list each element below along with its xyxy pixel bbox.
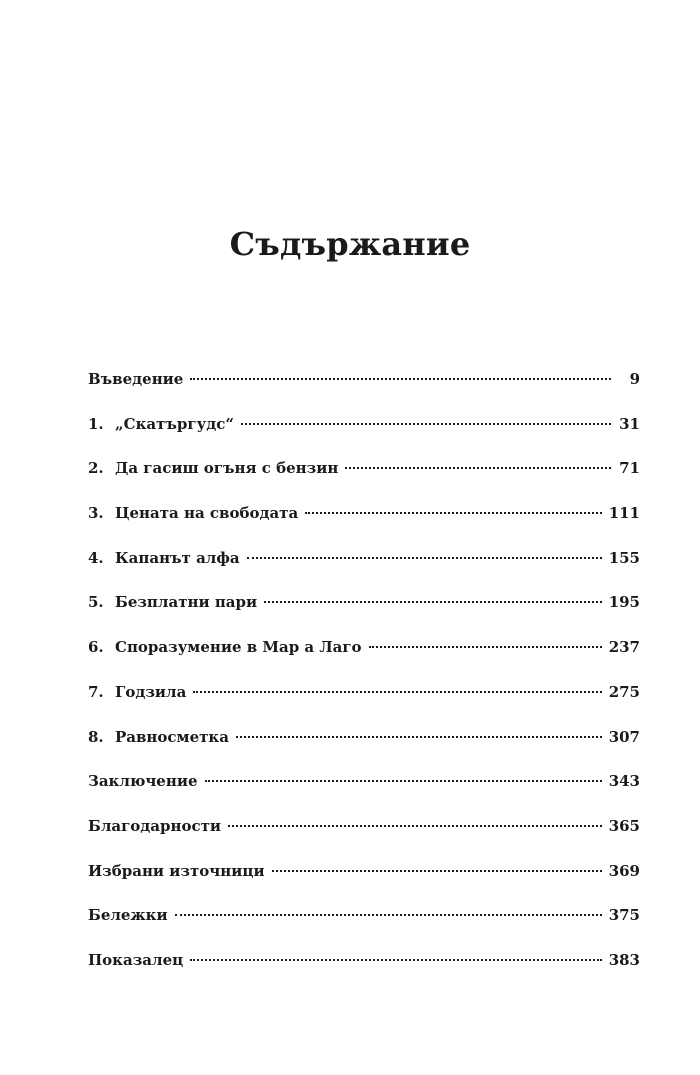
toc-entry-label: Бележки: [88, 906, 168, 925]
toc-entry-page-number: 9: [629, 370, 640, 388]
dot-leader: [236, 736, 602, 738]
dot-leader: [175, 914, 602, 916]
toc-entry: [88, 679, 640, 724]
toc-entry-page-number: 383: [608, 950, 640, 969]
toc-entry-page-number: 343: [608, 772, 640, 791]
toc-entry-label: Да гасиш огъня с бензин: [115, 459, 339, 478]
dot-leader: [190, 959, 601, 961]
dot-leader: [369, 646, 602, 648]
toc-entry-page-number: 275: [608, 682, 640, 701]
toc-entry-page-number: 375: [608, 906, 640, 925]
toc-entry-number: 7.: [88, 682, 104, 701]
toc-entry-label: Споразумение в Мар а Лаго: [115, 638, 362, 657]
table-of-contents: [88, 366, 640, 992]
page-title: Съдържание: [229, 225, 471, 263]
toc-entry-label: Заключение: [88, 772, 198, 791]
toc-entry-number: 2.: [88, 459, 104, 478]
toc-entry-number: 5.: [88, 593, 104, 612]
toc-entry-number: 6.: [88, 638, 104, 657]
dot-leader: [305, 512, 601, 514]
toc-entry-page-number: 111: [608, 504, 640, 523]
dot-leader: [193, 691, 601, 693]
toc-entry: [88, 858, 640, 903]
toc-entry-label: Въведение: [88, 370, 184, 388]
toc-entry: [88, 366, 640, 411]
dot-leader: [190, 378, 611, 380]
toc-entry-label: „Скатъргудс“: [115, 414, 234, 433]
toc-entry-page-number: 307: [608, 727, 640, 746]
dot-leader: [205, 780, 602, 782]
toc-entry: [88, 500, 640, 545]
toc-entry-number: 8.: [88, 727, 104, 746]
dot-leader: [228, 825, 602, 827]
toc-entry: [88, 902, 640, 947]
toc-entry-page-number: 71: [619, 459, 640, 478]
toc-entry-label: Равносметка: [115, 727, 229, 746]
toc-entry-page-number: 31: [619, 414, 640, 433]
dot-leader: [345, 467, 611, 469]
toc-entry-number: 3.: [88, 504, 104, 523]
dot-leader: [264, 601, 602, 603]
toc-entry: [88, 813, 640, 858]
toc-entry-page-number: 237: [608, 638, 640, 657]
toc-entry: [88, 589, 640, 634]
toc-entry-label: Капанът алфа: [115, 548, 240, 567]
toc-entry-page-number: 369: [608, 861, 640, 880]
toc-entry-number: 1.: [88, 414, 104, 433]
toc-entry: [88, 411, 640, 456]
toc-entry: [88, 768, 640, 813]
toc-entry-number: 4.: [88, 548, 104, 567]
toc-entry: [88, 724, 640, 769]
toc-entry-page-number: 365: [608, 816, 640, 835]
toc-entry-label: Избрани източници: [88, 861, 265, 880]
toc-entry-label: Благодарности: [88, 816, 222, 835]
toc-entry: [88, 634, 640, 679]
toc-entry-page-number: 155: [608, 548, 640, 567]
toc-entry: [88, 545, 640, 590]
dot-leader: [247, 557, 602, 559]
toc-entry: [88, 947, 640, 992]
dot-leader: [272, 870, 602, 872]
toc-entry-page-number: 195: [608, 593, 640, 612]
toc-entry-label: Безплатни пари: [115, 593, 258, 612]
toc-entry: [88, 455, 640, 500]
toc-entry-label: Годзила: [115, 682, 187, 701]
toc-entry-label: Цената на свободата: [115, 504, 299, 523]
toc-entry-label: Показалец: [88, 950, 184, 969]
dot-leader: [241, 423, 611, 425]
